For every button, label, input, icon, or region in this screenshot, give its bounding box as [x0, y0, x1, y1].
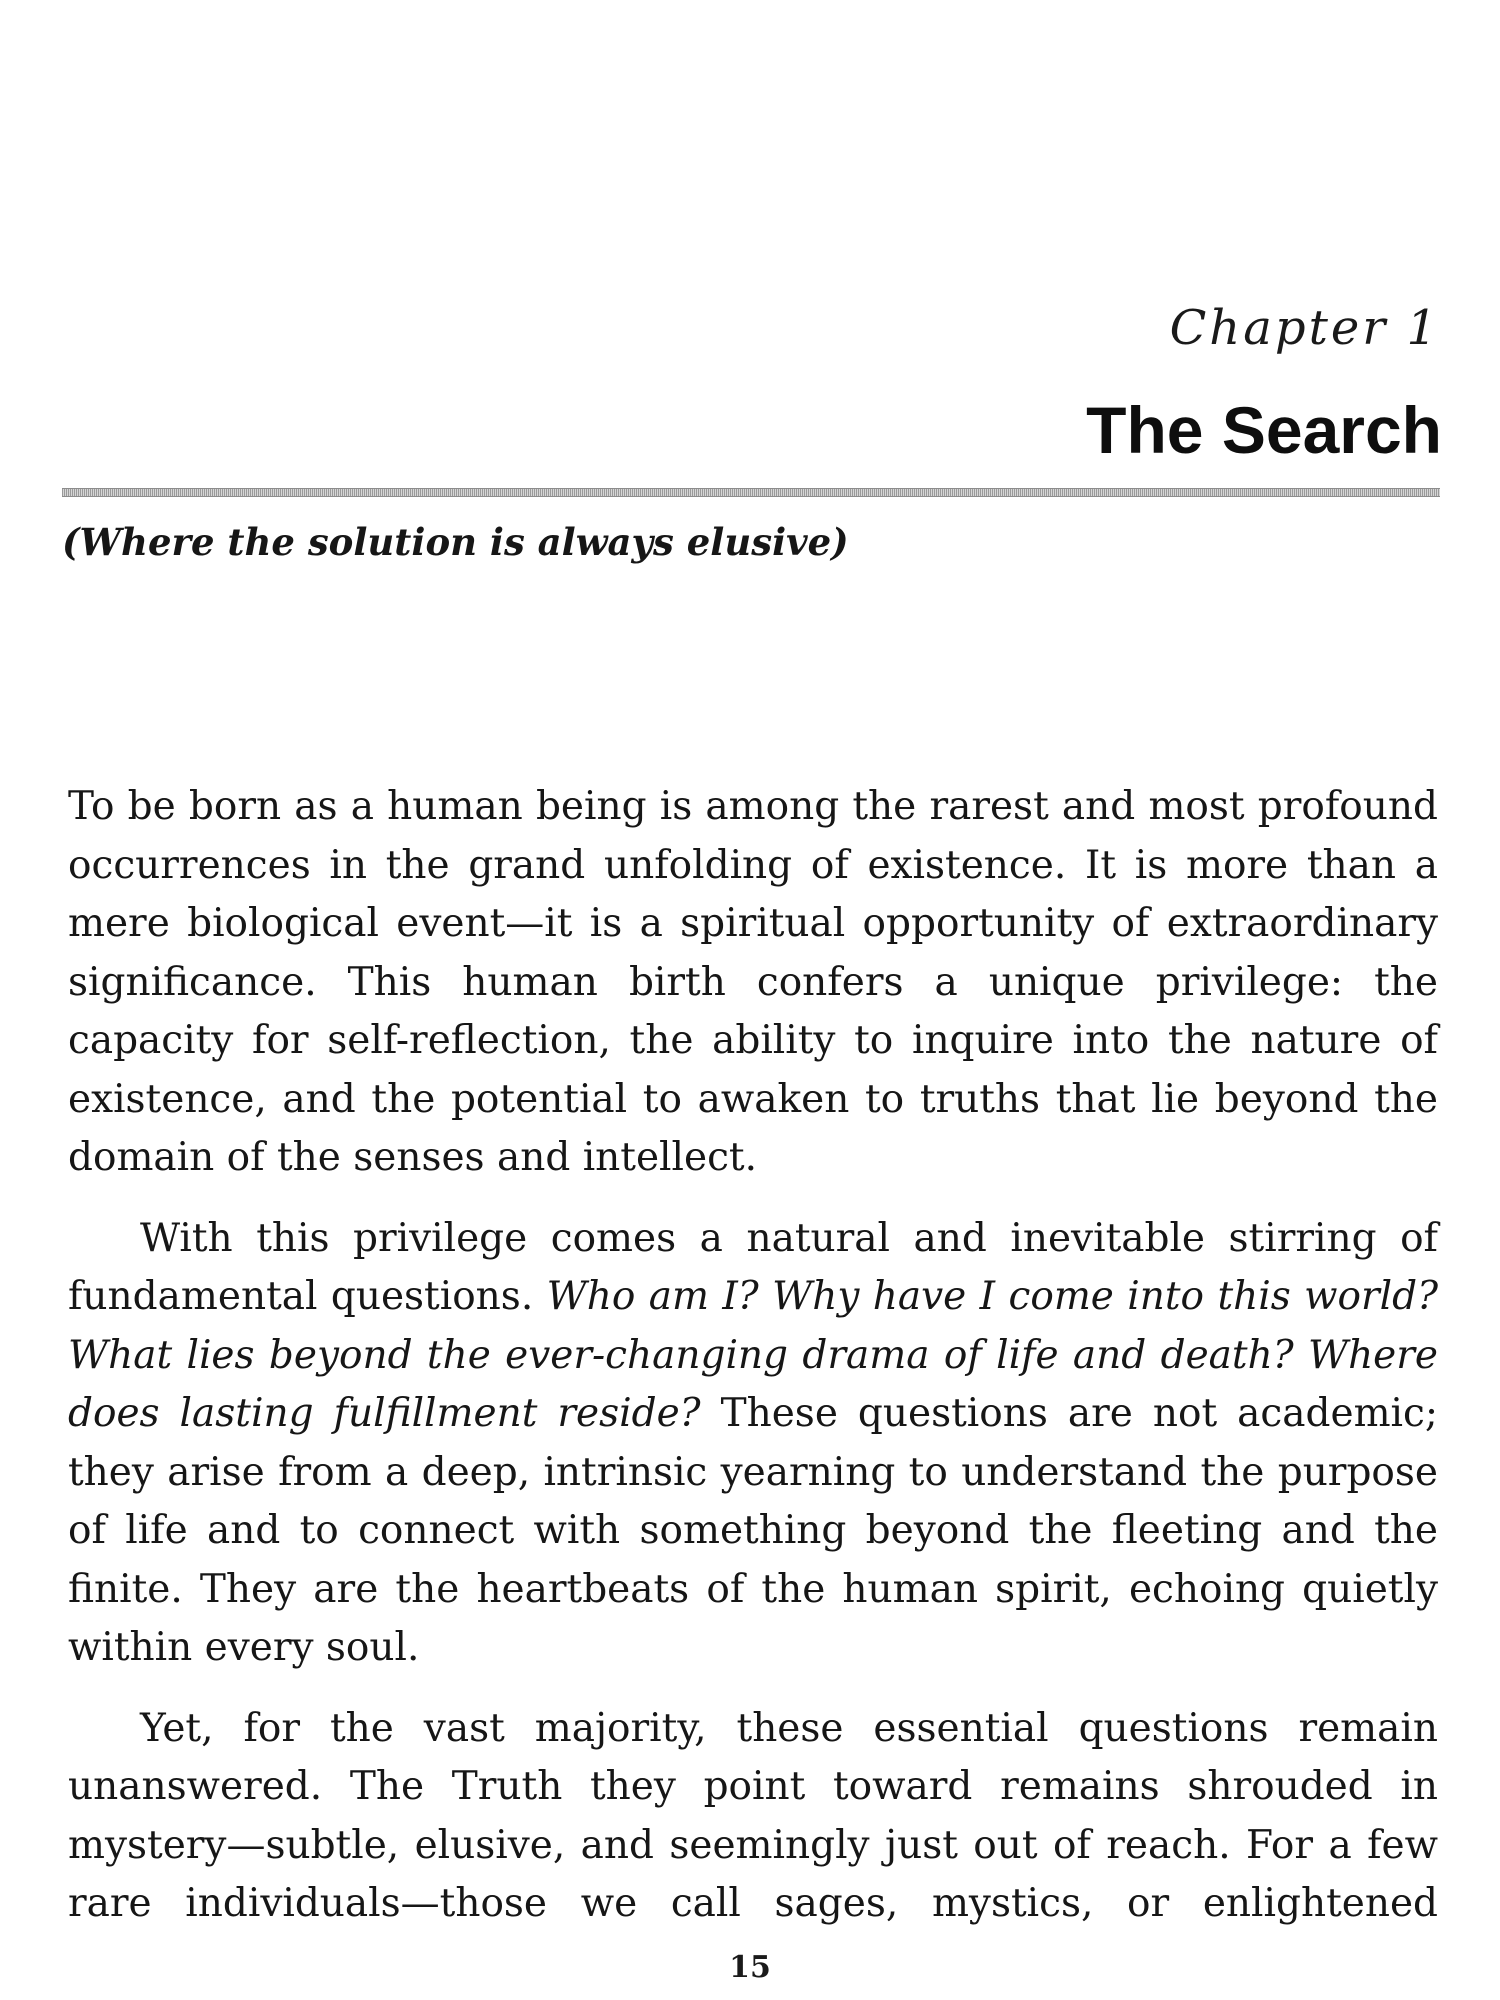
paragraph-text: Yet, for the vast majority, these essential questions remain unanswered. The Truth they point toward remains shrouded in mystery—subtle, elusive, and seemingly just out of reach. For a few rare individuals—those we call sages, mystics, or enlightened	[68, 1705, 1438, 1926]
page-number: 15	[729, 1950, 771, 1985]
paragraph-text: These questions are not academic; they arise from a deep, intrinsic yearning to understand the purpose of life and to connect with something beyond the fleeting and the finite. They are the heartbeats of the human spirit, echoing quietly within every soul.	[68, 1391, 1438, 1670]
chapter-label: Chapter 1	[1169, 300, 1440, 356]
body-paragraph-1	[68, 778, 1438, 1188]
chapter-title: The Search	[1086, 393, 1442, 467]
chapter-divider-rule	[62, 488, 1440, 497]
paragraph-text: To be born as a human being is among the rarest and most profound occurrences in the grand unfolding of existence. It is more than a mere biological event—it is a spiritual opportunity of extraordinary significance. This human birth confers a unique privilege: the capacity for self-reflection, the ability to inquire into the nature of existence, and the potential to awaken to truths that lie beyond the domain of the senses and intellect.	[68, 784, 1438, 1180]
paragraph-text: With this privilege comes a natural and inevitable stirring of fundamental questions.	[68, 1215, 1438, 1319]
chapter-subtitle: (Where the solution is always elusive)	[62, 520, 849, 564]
italic-questions: Who am I? Why have I come into this world? What lies beyond the ever-changing drama of life and death? Where does lasting fulfillment reside?	[68, 1274, 1439, 1436]
body-paragraph-2	[68, 1210, 1438, 1678]
chapter-body	[68, 778, 1438, 1956]
body-paragraph-3	[68, 1700, 1438, 1934]
